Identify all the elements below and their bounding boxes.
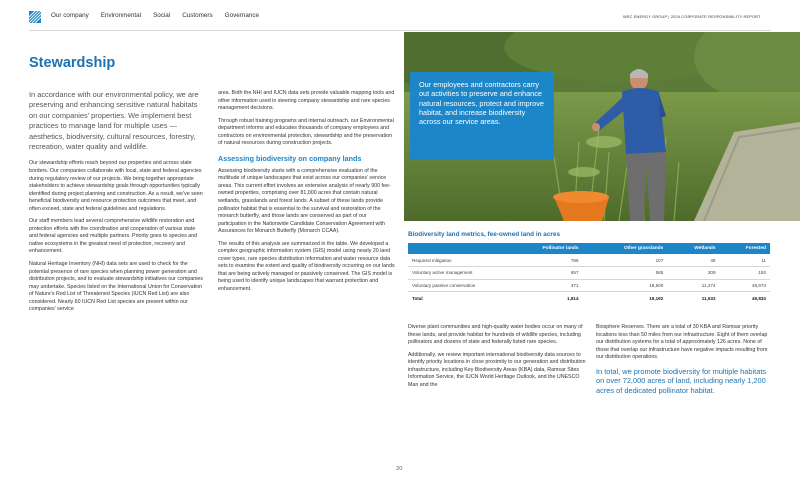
body-paragraph: Our stewardship efforts reach beyond our properties and across state borders. Our companies collaborate with local, state and federal agencies during regulatory review of our projects. We bring together appropriate stakeholders to achieve stewardship goals through opportunities typically identified during project planning and construction. As a result, we’ve seen beneficial biodiversity and resource protection outcomes that meet, and often exceed, state and federal guidelines and regulations. — [29, 160, 203, 212]
table-cell: Voluntary active management — [408, 267, 504, 280]
table-header-cell: Forested — [720, 243, 771, 254]
table-cell: 11,532 — [701, 295, 716, 301]
body-paragraph: Our staff members lead several comprehensive wildlife restoration and protection efforts with the coordination and cooperation of various state and federal agencies and multiple partners. Priority goes to species and native ecosystems in the greatest need of protection, recovery and enhancement. — [29, 218, 198, 255]
body-paragraph: Through robust training programs and internal outreach, our Environmental department informs and educates thousands of company employees and contractors on environmental protection, stewardship and the preservation of natural resources during construction projects. — [218, 117, 394, 147]
nav-item-environmental[interactable]: Environmental — [100, 12, 142, 19]
table-cell: 11,274 — [667, 279, 719, 292]
column-4 — [596, 324, 772, 396]
table-cell: Total — [412, 295, 423, 301]
nav-menu — [51, 12, 271, 19]
lead-paragraph: In accordance with our environmental policy, we are preserving and enhancing sensitive natural habitats on our companies’ properties. We implement best practices to manage land for multiple uses — aesthetics, biodiversity, cultural resources, forestry, recreation, water quality and wildlife. — [29, 90, 199, 152]
callout-text: Our employees and contractors carry out activities to preserve and enhance natural resources, protect and improve habitat, and increase biodiversity across our service areas. — [419, 80, 544, 127]
biodiversity-table — [408, 243, 770, 304]
table-title: Biodiversity land metrics, fee-owned land in acres — [408, 231, 561, 238]
column-1 — [29, 90, 205, 319]
nav-item-customers[interactable]: Customers — [182, 12, 213, 19]
table-header-cell: Pollinator lands — [504, 243, 583, 254]
nav-item-governance[interactable]: Governance — [224, 12, 259, 19]
photo-callout — [410, 72, 554, 160]
table-cell: 107 — [583, 254, 668, 267]
table-cell: 150 — [720, 267, 771, 280]
table-cell: 18,500 — [583, 279, 668, 292]
body-paragraph: Assessing biodiversity starts with a comprehensive evaluation of the multitude of unique landscapes that exist across our companies’ service areas. This current effort involves an extensive analysis of nearly 900 fee-owned properties, comprising over 81,000 acres that contain natural wetlands, grasslands and forest lands. A subset of these lands provide pollinator habitat that is essential to the survival and restoration of the monarch butterfly, and those lands are conserved as part of our participation in the Nationwide Candidate Conservation Agreement with Assurances for Monarch Butterfly (Monarch CCAA). — [218, 167, 391, 235]
table-cell: 19,192 — [649, 295, 664, 301]
body-paragraph: Biosphere Reserves. There are a total of 30 KBA and Ramsar priority locations less than 50 miles from our infrastructure. Eight of them overlap our distribution systems for a total of approximately 126 acres. None of those that overlap our infrastructure have negative impacts resulting from our distribution operations. — [596, 324, 768, 361]
table-header-row — [408, 243, 770, 254]
table-row — [408, 279, 770, 292]
body-paragraph: Natural Heritage Inventory (NHI) data sets are used to check for the potential presence of rare species when planning power generation and distribution projects, and to evaluate stewardship initiatives our companies may undertake. Species listed on the International Union for Conservation of Nature’s Red List of Threatened Species (IUCN Red List) are also considered. Nearly 60 IUCN Red List species are present within our companies’ service — [29, 261, 204, 313]
table-total-row — [408, 292, 770, 305]
section-heading: Assessing biodiversity on company lands — [218, 153, 362, 163]
table-cell: 585 — [583, 267, 668, 280]
table-cell: 49,834 — [751, 295, 766, 301]
table-cell: 11 — [720, 254, 771, 267]
report-title: WEC ENERGY GROUP | 2024 CORPORATE RESPONSIBILITY REPORT — [623, 14, 761, 19]
table-cell: 786 — [504, 254, 583, 267]
highlight-quote: In total, we promote biodiversity for multiple habitats on over 72,000 acres of land, including nearly 1,200 acres of dedicated pollinator habitat. — [596, 366, 767, 395]
body-paragraph: area. Both the NHI and IUCN data sets provide valuable mapping tools and other information used in steering company stewardship and rare species management decisions. — [218, 90, 395, 112]
table-header-cell: Other grasslands — [583, 243, 668, 254]
body-paragraph: Diverse plant communities and high-quality water bodies occur on many of these lands, and provide habitat for hundreds of wildlife species, including pollinators and dozens of state and federally listed rare species. — [408, 324, 583, 346]
table-row — [408, 254, 770, 267]
top-nav — [0, 0, 800, 34]
table-cell: Voluntary passive conservation — [408, 279, 504, 292]
table-cell: 209 — [667, 267, 719, 280]
page-number: 20 — [396, 466, 403, 472]
column-2 — [218, 90, 396, 299]
table-cell: 49 — [667, 254, 719, 267]
table-cell: 49,673 — [720, 279, 771, 292]
nav-item-social[interactable]: Social — [153, 12, 171, 19]
table-header-cell — [408, 243, 504, 254]
table-cell: 371 — [504, 279, 583, 292]
table-cell: 657 — [504, 267, 583, 280]
table-row — [408, 267, 770, 280]
table-cell: 1,814 — [567, 295, 579, 301]
body-paragraph: Additionally, we review important international biodiversity data sources to identify priority locations in close proximity to our generation and distribution infrastructure, including Key Biodiversity Areas (KBA) data, Ramsar Sites Information Service, the IUCN World Heritage Outlook, and the UNESCO Man and the — [408, 351, 586, 388]
table-cell: Required mitigation — [408, 254, 504, 267]
page-title: Stewardship — [29, 55, 116, 71]
nav-divider — [29, 30, 771, 31]
nav-item-our-company[interactable]: Our company — [51, 12, 89, 19]
table-header-cell: Wetlands — [667, 243, 719, 254]
column-3 — [408, 324, 586, 394]
body-paragraph: The results of this analysis are summarized in the table. We developed a complex geographic information system (GIS) model using nearly 20 land cover types, rare species distribution information and water resource data sets to examine the extent and quality of biodiversity occurring on our lands that are being actively managed or passively conserved. The GIS model is being used to identify unique landscapes that warrant protection and enhancement. — [218, 240, 395, 293]
wec-logo-icon[interactable] — [29, 11, 41, 23]
